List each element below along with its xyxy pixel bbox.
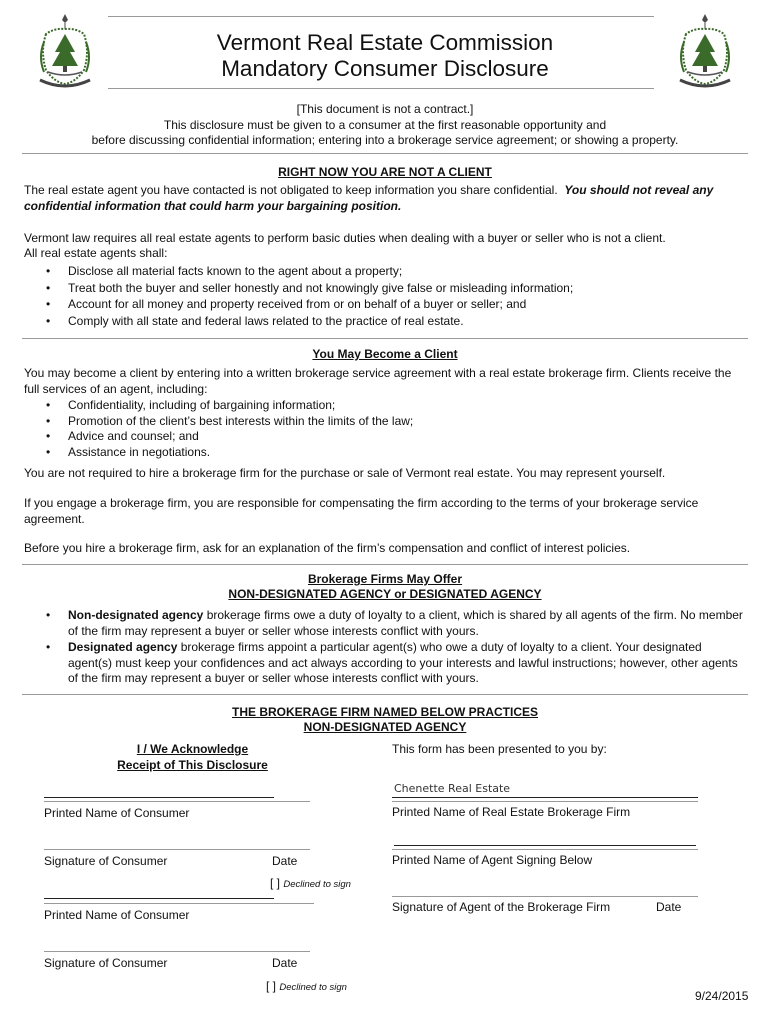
firm-name-value[interactable]: Chenette Real Estate: [394, 782, 511, 795]
agent-name-line[interactable]: [394, 845, 696, 846]
not-client-heading: RIGHT NOW YOU ARE NOT A CLIENT: [278, 165, 492, 179]
agent-signature-line[interactable]: [392, 896, 698, 897]
consumer-1-signature-line[interactable]: [44, 849, 310, 850]
printed-name-agent-label: Printed Name of Agent Signing Below: [392, 853, 593, 867]
firm-name-line: [392, 797, 698, 798]
title-line-2: Mandatory Consumer Disclosure: [221, 56, 549, 81]
agency-text: brokerage firms appoint a particular agent(s) who owe a duty of loyalty to a client. Your designated agent(s) must keep your confidences and act always according to your interests and lawful instructions; however, other agents of the firm may represent a buyer or seller whose interests conflict with yours.: [68, 640, 738, 685]
declined-checkbox-1[interactable]: [270, 876, 351, 892]
agency-term: Non-designated agency: [68, 608, 204, 622]
consumer-1-date-label: Date: [272, 854, 298, 868]
list-item: • Confidentiality, including of bargaining information;: [24, 398, 744, 414]
represent-yourself-para: You are not required to hire a brokerage firm for the purchase or sale of Vermont real estate. You may represent yourself.: [24, 466, 666, 480]
practice-heading-line-2: NON-DESIGNATED AGENCY: [303, 720, 467, 734]
acknowledge-heading: I / We Acknowledge: [136, 742, 249, 756]
firm-name-underline: [392, 801, 698, 802]
list-item: • Comply with all state and federal laws related to the practice of real estate.: [24, 313, 744, 330]
printed-name-consumer-2-label: Printed Name of Consumer: [44, 908, 190, 922]
declined-checkbox-2[interactable]: [266, 979, 347, 995]
consumer-2-name-underline: [44, 903, 314, 904]
section-rule-1: [22, 153, 748, 154]
not-client-emphasis: You should not reveal any confidential information that could harm your bargaining position.: [24, 183, 714, 213]
receipt-heading: Receipt of This Disclosure: [117, 758, 268, 772]
signature-agent-label: Signature of Agent of the Brokerage Firm: [392, 900, 611, 914]
printed-name-firm-label: Printed Name of Real Estate Brokerage Firm: [392, 805, 631, 819]
declined-box-1[interactable]: [ ]: [270, 876, 281, 890]
signature-consumer-2-label: Signature of Consumer: [44, 956, 168, 970]
ask-explanation-para: Before you hire a brokerage firm, ask for an explanation of the firm’s compensation and conflict of interest policies.: [24, 541, 631, 555]
agency-list: [24, 608, 744, 688]
practice-heading-line-1: THE BROKERAGE FIRM NAMED BELOW PRACTICES: [232, 705, 538, 719]
become-client-para: You may become a client by entering into a written brokerage service agreement with a real estate brokerage firm. Clients receive the full services of an agent, including:: [24, 366, 732, 396]
services-list: [24, 398, 744, 460]
section-rule-3: [22, 564, 748, 565]
declined-text-2: Declined to sign: [279, 982, 347, 993]
not-client-para: [24, 183, 744, 214]
top-rule: [108, 16, 654, 17]
duties-list: [24, 263, 744, 329]
consumer-1-name-underline: [44, 801, 310, 802]
intro-line-2: before discussing confidential information; entering into a brokerage service agreement; or showing a property.: [91, 133, 679, 147]
consumer-2-date-label: Date: [272, 956, 298, 970]
consumer-1-name-line[interactable]: [44, 797, 274, 798]
agent-date-label: Date: [656, 900, 682, 914]
presented-by-label: This form has been presented to you by:: [392, 742, 607, 756]
declined-text-1: Declined to sign: [283, 879, 351, 890]
title-bottom-rule: [108, 88, 654, 89]
firms-heading-line-2: NON-DESIGNATED AGENCY or DESIGNATED AGENCY: [228, 587, 542, 601]
consumer-2-signature-line[interactable]: [44, 951, 310, 952]
signature-consumer-1-label: Signature of Consumer: [44, 854, 168, 868]
agency-text: brokerage firms owe a duty of loyalty to a client, which is shared by all agents of the firm. No member of the firm may represent a buyer or seller whose interests conflict with yours.: [68, 608, 743, 638]
printed-name-consumer-1-label: Printed Name of Consumer: [44, 806, 190, 820]
become-client-heading: You May Become a Client: [312, 347, 458, 361]
compensation-para: If you engage a brokerage firm, you are responsible for compensating the firm according to the terms of your brokerage service agreement.: [24, 496, 699, 526]
section-rule-4: [22, 694, 748, 695]
intro-line-1: This disclosure must be given to a consumer at the first reasonable opportunity and: [163, 118, 607, 132]
title-line-1: Vermont Real Estate Commission: [216, 30, 554, 55]
section-rule-2: [22, 338, 748, 339]
agent-name-underline: [392, 849, 698, 850]
list-item: • Treat both the buyer and seller honestly and not knowingly give false or misleading information;: [24, 280, 744, 297]
duties-intro-line-2: All real estate agents shall:: [24, 246, 168, 260]
consumer-2-name-line[interactable]: [44, 898, 274, 899]
revision-date: 9/24/2015: [695, 989, 749, 1003]
not-client-plain: The real estate agent you have contacted is not obligated to keep information you share confidential.: [24, 183, 558, 197]
list-item: [24, 608, 744, 639]
list-item: [24, 640, 744, 687]
firms-heading-line-1: Brokerage Firms May Offer: [307, 572, 463, 586]
list-item: • Account for all money and property received from or on behalf of a buyer or seller; and: [24, 296, 744, 313]
list-item: • Advice and counsel; and: [24, 429, 744, 445]
agency-term: Designated agency: [68, 640, 178, 654]
duties-intro-line-1: Vermont law requires all real estate agents to perform basic duties when dealing with a buyer or seller who is not a client.: [24, 231, 666, 245]
list-item: • Promotion of the client’s best interests within the limits of the law;: [24, 414, 744, 430]
list-item: • Disclose all material facts known to the agent about a property;: [24, 263, 744, 280]
not-contract-note: [This document is not a contract.]: [296, 102, 474, 116]
declined-box-2[interactable]: [ ]: [266, 979, 277, 993]
list-item: • Assistance in negotiations.: [24, 445, 744, 461]
